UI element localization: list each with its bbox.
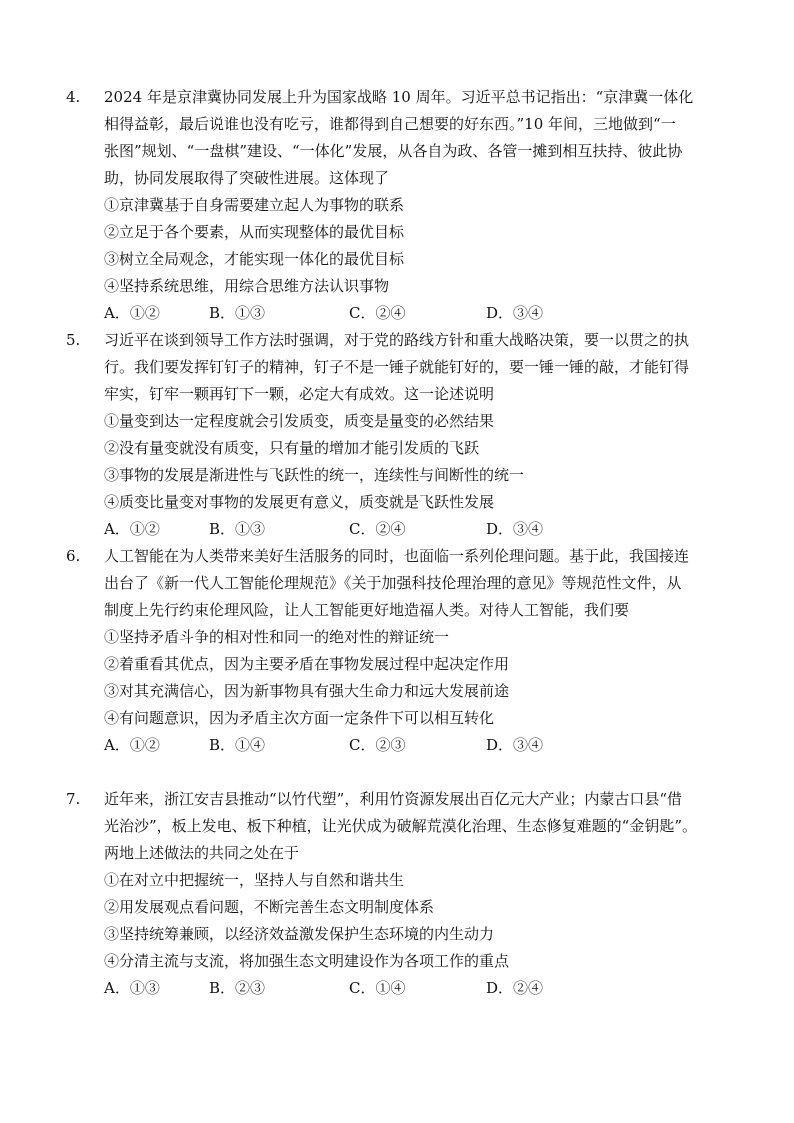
stem-line: 张图”规划、“一盘棋”建设、“一体化”发展，从各自为政、各管一摊到相互扶持、彼此协 (104, 142, 683, 160)
choice-d: D．③④ (486, 736, 544, 754)
statement-option: ④有问题意识，因为矛盾主次方面一定条件下可以相互转化 (104, 709, 495, 727)
stem-line: 行。我们要发挥钉钉子的精神，钉子不是一锤子就能钉好的，要一锤一锤的敲，才能钉得 (104, 358, 690, 376)
choice-b: B．②③ (209, 979, 266, 997)
stem-line: 2024 年是京津冀协同发展上升为国家战略 10 周年。习近平总书记指出：“京津冀一体化 (104, 88, 694, 106)
choice-d: D．③④ (486, 520, 544, 538)
stem-line: 光治沙”，板上发电、板下种植，让光伏成为破解荒漠化治理、生态修复难题的“金钥匙”。 (104, 817, 698, 835)
question-5 (66, 327, 746, 543)
answer-choices (104, 975, 746, 1002)
choice-b: B．①③ (209, 520, 266, 538)
stem-line: 助，协同发展取得了突破性进展。这体现了 (104, 169, 390, 187)
statement-option: ④坚持系统思维，用综合思维方法认识事物 (104, 277, 390, 295)
question-number: 6. (66, 547, 81, 565)
question-body (104, 327, 746, 543)
choice-a: A．①② (104, 520, 160, 538)
question-7 (66, 786, 746, 1002)
statement-option: ④分清主流与支流，将加强生态文明建设作为各项工作的重点 (104, 952, 510, 970)
question-6 (66, 543, 746, 759)
choice-c: C．②③ (349, 736, 406, 754)
choice-a: A．①② (104, 736, 160, 754)
stem-line: 相得益彰，最后说谁也没有吃亏，谁都得到自己想要的好东西。”10 年间，三地做到“一 (104, 115, 676, 133)
choice-a: A．①③ (104, 979, 160, 997)
question-number: 4. (66, 88, 81, 106)
choice-d: D．②④ (486, 979, 544, 997)
statement-option: ③对其充满信心，因为新事物具有强大生命力和远大发展前途 (104, 682, 510, 700)
stem-line: 制度上先行约束伦理风险，让人工智能更好地造福人类。对待人工智能，我们要 (104, 601, 630, 619)
choice-d: D．③④ (486, 304, 544, 322)
question-4 (66, 84, 746, 327)
choice-b: B．①④ (209, 736, 266, 754)
statement-option: ③树立全局观念，才能实现一体化的最优目标 (104, 250, 405, 268)
statement-option: ①量变到达一定程度就会引发质变，质变是量变的必然结果 (104, 412, 495, 430)
statement-option: ①京津冀基于自身需要建立起人为事物的联系 (104, 196, 405, 214)
stem-line: 牢实，钉牢一颗再钉下一颗，必定大有成效。这一论述说明 (104, 385, 495, 403)
stem-line: 近年来，浙江安吉县推动“以竹代塑”，利用竹资源发展出百亿元大产业；内蒙古口县“借 (104, 790, 683, 808)
answer-choices (104, 732, 746, 759)
question-number: 5. (66, 331, 81, 349)
answer-choices (104, 516, 746, 543)
statement-option: ③事物的发展是渐进性与飞跃性的统一，连续性与间断性的统一 (104, 466, 525, 484)
question-body (104, 786, 746, 1002)
statement-option: ②用发展观点看问题，不断完善生态文明制度体系 (104, 898, 435, 916)
statement-option: ①坚持矛盾斗争的相对性和同一的绝对性的辩证统一 (104, 628, 450, 646)
stem-line: 人工智能在为人类带来美好生活服务的同时，也面临一系列伦理问题。基于此，我国接连 (104, 547, 690, 565)
choice-c: C．②④ (349, 304, 406, 322)
stem-line: 习近平在谈到领导工作方法时强调，对于党的路线方针和重大战略决策，要一以贯之的执 (104, 331, 690, 349)
stem-line: 出台了《新一代人工智能伦理规范》《关于加强科技伦理治理的意见》等规范性文件，从 (104, 574, 682, 592)
statement-option: ①在对立中把握统一，坚持人与自然和谐共生 (104, 871, 405, 889)
answer-choices (104, 300, 746, 327)
statement-option: ②没有量变就没有质变，只有量的增加才能引发质的飞跃 (104, 439, 480, 457)
choice-b: B．①③ (209, 304, 266, 322)
choice-c: C．②④ (349, 520, 406, 538)
statement-option: ②着重看其优点，因为主要矛盾在事物发展过程中起决定作用 (104, 655, 510, 673)
question-number: 7. (66, 790, 81, 808)
statement-option: ②立足于各个要素，从而实现整体的最优目标 (104, 223, 405, 241)
choice-a: A．①② (104, 304, 160, 322)
stem-line: 两地上述做法的共同之处在于 (104, 844, 300, 862)
statement-option: ④质变比量变对事物的发展更有意义，质变就是飞跃性发展 (104, 493, 495, 511)
choice-c: C．①④ (349, 979, 406, 997)
statement-option: ③坚持统筹兼顾，以经济效益激发保护生态环境的内生动力 (104, 925, 495, 943)
question-body (104, 543, 746, 759)
question-body (104, 84, 746, 327)
